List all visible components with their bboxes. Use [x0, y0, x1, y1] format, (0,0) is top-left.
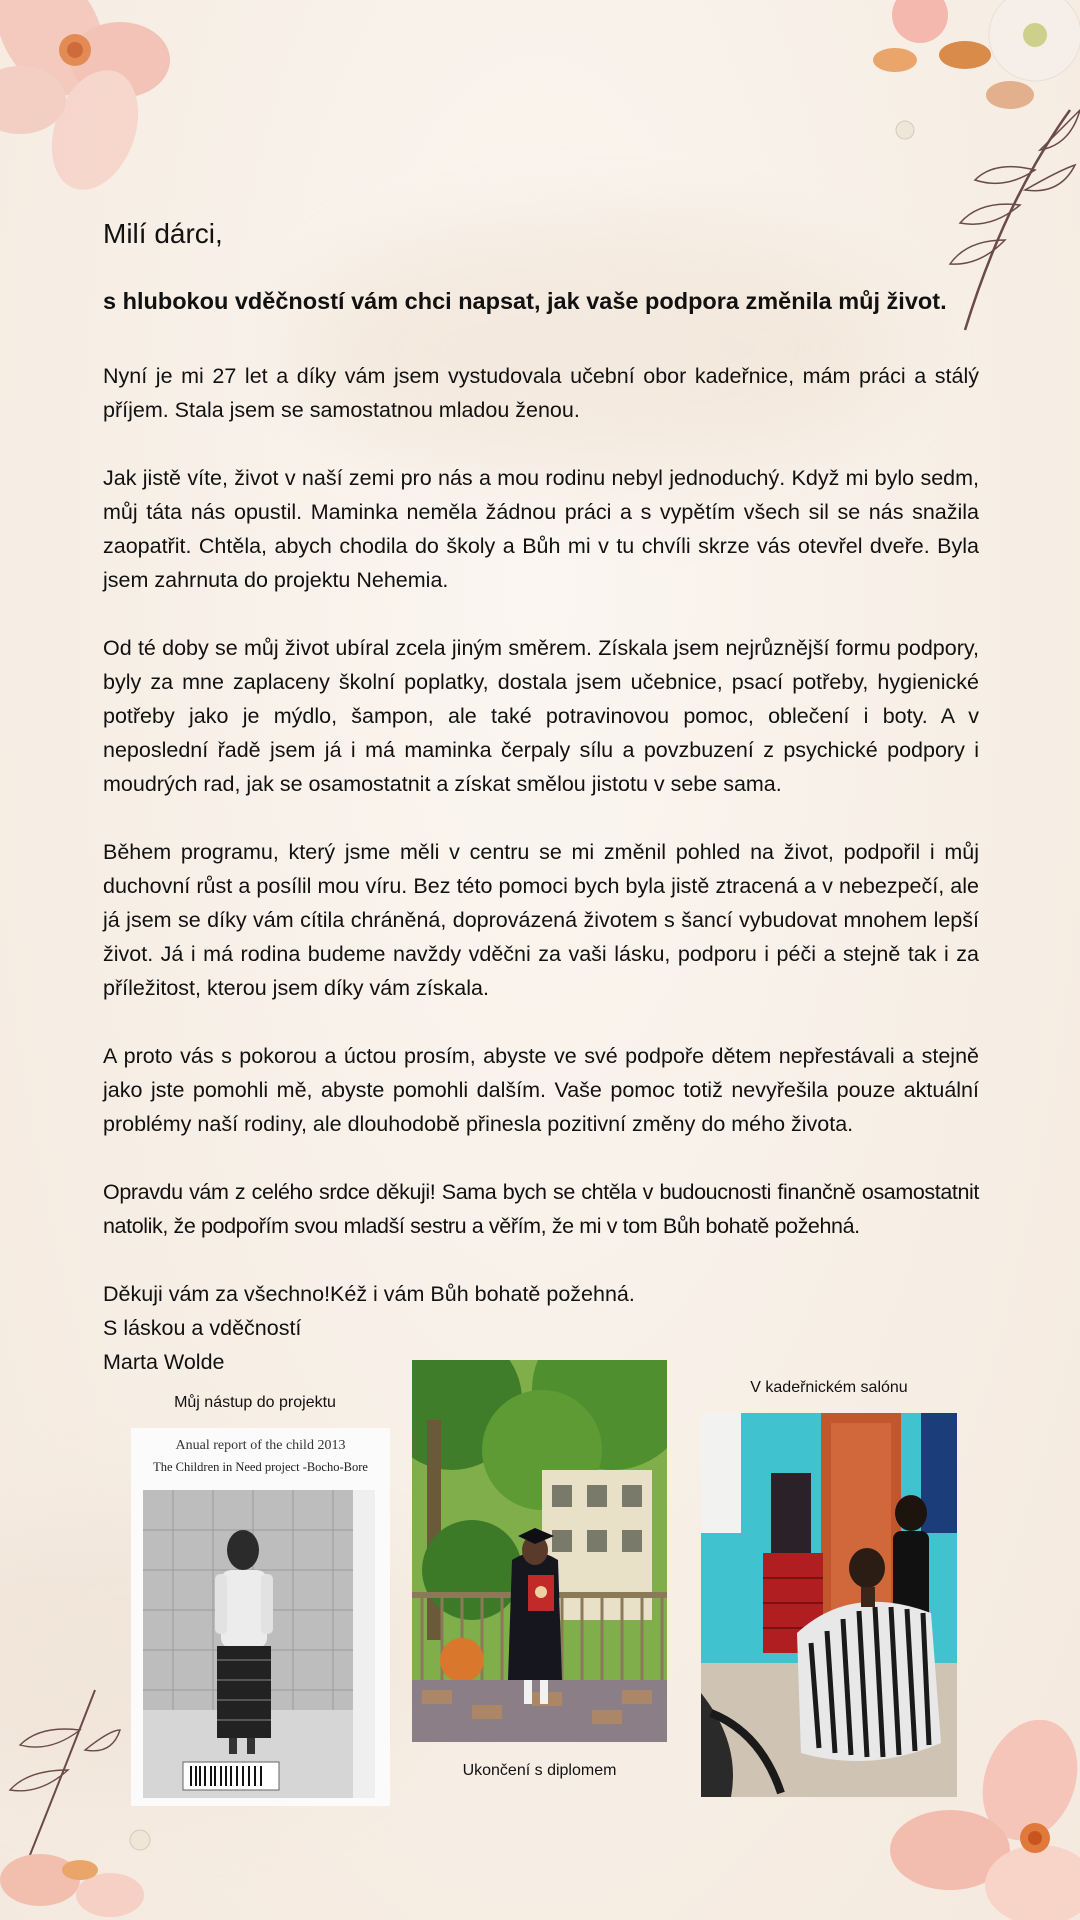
- photo-salon: [701, 1413, 957, 1797]
- flower-decoration-top-left: [0, 0, 190, 210]
- letter-paragraph: Od té doby se můj život ubíral zcela jiným směrem. Získala jsem nejrůznější formu podpory, byly za mne zaplaceny školní poplatky, dostala jsem učebnice, psací potřeby, hygienické potřeby jako je mýdlo, šampon, ale také potravinovou pomoc, oblečení i boty. A v neposlední řadě jsem já i má maminka čerpaly sílu a povzbuzení z psychické podpory i moudrých rad, jak se osamostatnit a získat smělou jistotu v sebe sama.: [103, 636, 979, 796]
- background-wash: [300, 220, 900, 480]
- photo-caption-salon: V kadeřnickém salónu: [750, 1379, 908, 1396]
- letter-paragraph: Opravdu vám z celého srdce děkuji! Sama bych se chtěla v budoucnosti finančně osamostatnit natolik, že podpořím svou mladší sestru a věřím, že mi v tom Bůh bohatě požehná.: [103, 1180, 979, 1238]
- letter-paragraph: A proto vás s pokorou a úctou prosím, abyste ve své podpoře dětem nepřestávali a stejně jako jste pomohli mě, abyste pomohli dalším. Vaše pomoc totiž nevyřešila pouze aktuální problémy naší rodiny, ale dlouhodobě přinesla pozitivní změny do mého života.: [103, 1044, 979, 1136]
- letter-paragraph: Jak jistě víte, život v naší zemi pro nás a mou rodinu nebyl jednoduchý. Když mi bylo sedm, můj táta nás opustil. Maminka neměla žádnou práci a s vypětím všech sil se nás snažila zaopatřit. Chtěla, abych chodila do školy a Bůh mi v tu chvíli skrze vás otevřel dveře. Byla jsem zahrnuta do projektu Nehemia.: [103, 466, 979, 592]
- photo-caption-entry: Můj nástup do projektu: [174, 1394, 336, 1411]
- letter-headline: s hlubokou vděčností vám chci napsat, jak vaše podpora změnila můj život.: [103, 288, 947, 314]
- photo-caption-graduation: Ukončení s diplomem: [462, 1762, 617, 1779]
- letter-paragraph: Nyní je mi 27 let a díky vám jsem vystudovala učební obor kadeřnice, mám práci a stálý příjem. Stala jsem se samostatnou mladou ženou.: [103, 364, 979, 422]
- signature-name: Marta Wolde: [103, 1350, 225, 1374]
- child-portrait: [143, 1490, 375, 1798]
- closing-thanks: Děkuji vám za všechno!Kéž i vám Bůh bohatě požehná.: [103, 1282, 635, 1306]
- closing-regards: S láskou a vděčností: [103, 1316, 302, 1340]
- photo-graduation: [412, 1360, 667, 1742]
- letter-paragraph: Během programu, který jsme měli v centru se mi změnil pohled na život, podpořil i můj duchovní růst a posílil mou víru. Bez této pomoci bych byla jistě ztracená a v nebezpečí, ale já jsem se díky vám cítila chráněná, doprovázená životem s šancí vybudovat mnohem lepší život. Já i má rodina budeme navždy vděčni za vaši lásku, podporu i péči a stejně tak i za příležitost, kterou jsem díky vám získala.: [103, 840, 979, 1000]
- photo-entry-report: [131, 1428, 390, 1806]
- report-title: Anual report of the child 2013: [175, 1438, 346, 1453]
- report-subtitle: The Children in Need project -Bocho-Bore: [153, 1460, 368, 1474]
- letter-greeting: Milí dárci,: [103, 218, 223, 249]
